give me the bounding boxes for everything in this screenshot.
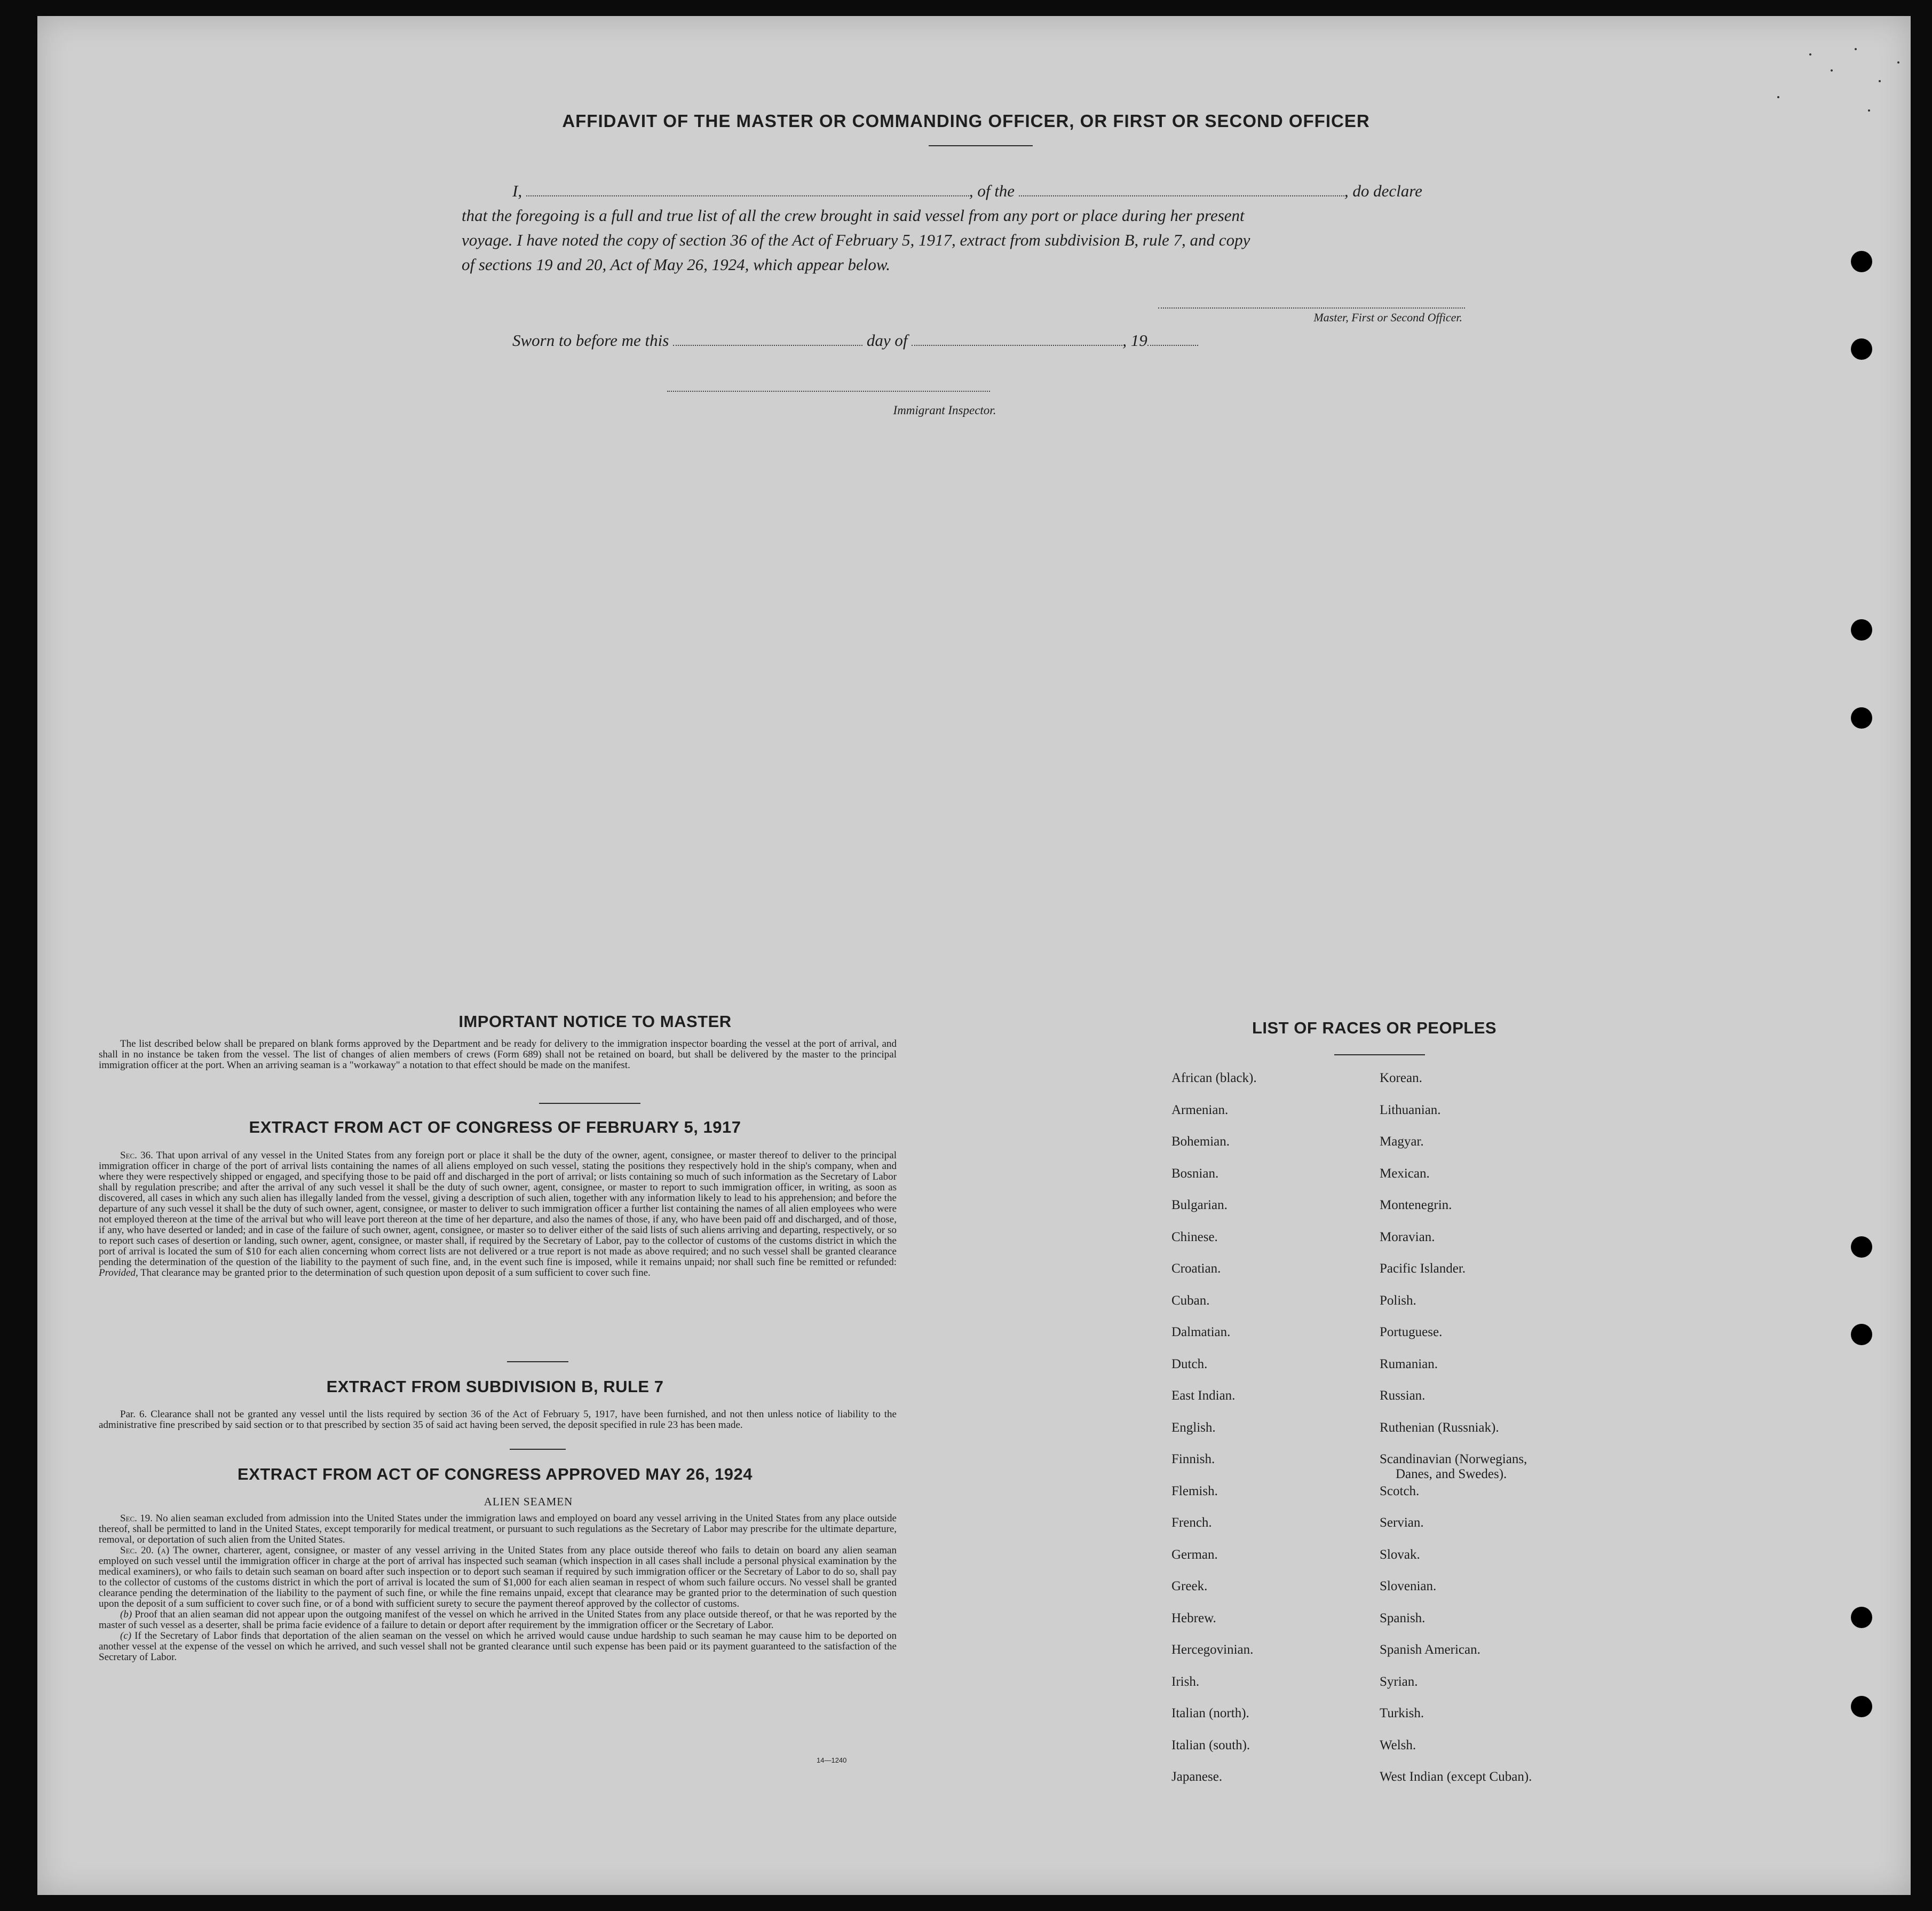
extract-1924-title: EXTRACT FROM ACT OF CONGRESS APPROVED MAY 26, 1924: [237, 1465, 753, 1483]
race-item: Lithuanian.: [1380, 1102, 1441, 1117]
notice-paragraph: The list described below shall be prepared on blank forms approved by the Department and be ready for delivery to the immigration inspector boarding the vessel at the port of arrival, and shall in no instance be taken from the vessel. The list of changes of alien members of crews (Form 689) shall not be retained on board, but shall be delivered by the master to the principal immigration officer at the port. When an arriving seaman is a "workaway" a notation to that effect should be made on the manifest.: [99, 1038, 897, 1071]
sec-20c-label: (c): [120, 1630, 132, 1641]
sec-36-label: Sec. 36.: [120, 1150, 153, 1161]
extract-rule7-body: [99, 1409, 897, 1431]
year-blank[interactable]: [1147, 345, 1198, 346]
declaration-line-3: voyage. I have noted the copy of section 36 of the Act of February 5, 1917, extract from subdivision B, rule 7, and copy: [462, 231, 1250, 249]
race-item: Portuguese.: [1380, 1325, 1443, 1339]
binder-hole: [1851, 1236, 1872, 1258]
sworn-line: [512, 331, 1198, 350]
notice-body: [99, 1039, 897, 1071]
race-item: Hercegovinian.: [1171, 1642, 1254, 1657]
extract-1917-title: EXTRACT FROM ACT OF CONGRESS OF FEBRUARY 5, 1917: [249, 1118, 741, 1136]
declaration-of-the: , of the: [969, 181, 1015, 200]
races-title: LIST OF RACES OR PEOPLES: [1252, 1018, 1497, 1037]
sec-20a-text: The owner, charterer, agent, consignee, or master of any vessel arriving in the United States from any place outside thereof who fails to detain on board any alien seaman employed on such vessel until the immigration officer in charge at the port of arrival has inspected such seaman (which inspection in all cases shall include a personal physical examination by the medical examiners), or who fails to detain such seaman on board after such inspection or to deport such seaman if required by such immigration officer or the Secretary of Labor to do so, shall pay to the collector of customs of the customs district in which the port of arrival is located the sum of $1,000 for each alien seaman in respect of whom such failure occurs. No vessel shall be granted clearance pending the determination of the liability to the payment of such fine, or while the fine remains unpaid, except that clearance may be granted prior to the determination of such question upon the deposit of a sum sufficient to cover such fine, or of a bond with sufficient surety to secure the payment thereof approved by the collector of customs.: [99, 1545, 897, 1609]
binder-hole: [1851, 338, 1872, 360]
notice-title: IMPORTANT NOTICE TO MASTER: [458, 1012, 732, 1031]
race-item: Mexican.: [1380, 1166, 1430, 1181]
section-divider: [510, 1449, 566, 1450]
race-item: Bohemian.: [1171, 1134, 1230, 1149]
race-item: Scotch.: [1380, 1483, 1420, 1498]
race-item: Finnish.: [1171, 1452, 1215, 1466]
alien-seamen-subtitle: ALIEN SEAMEN: [484, 1495, 573, 1508]
sec-36-text: That upon arrival of any vessel in the United States from any foreign port or place it shall be the duty of the owner, agent, consignee, or master thereof to deliver to the principal immigration officer in charge of the port of arrival lists containing the names of all aliens employed on such vessel, stating the positions they respectively hold in the ship's company, when and where they were respectively shipped or engaged, and specifying those to be paid off and discharged in the port of arrival; or lists containing so much of such information as the Secretary of Labor shall by regulation prescribe; and after the arrival of any such vessel it shall be the duty of such owner, agent, consignee, or master to report to such immigration officer, in writing, as soon as discovered, all cases in which any such alien has illegally landed from the vessel, giving a description of such alien, together with any information likely to lead to his apprehension; and before the departure of any such vessel it shall be the duty of such owner, agent, consignee, or master to deliver to such immigration officer a further list containing the names of all alien employees who were not employed thereon at the time of the arrival but who will leave port thereon at the time of her departure, and also the names of those, if any, who have been paid off and discharged, and of those, if any, who have deserted or landed; and in case of the failure of such owner, agent, consignee, or master so to deliver either of the said lists of such aliens arriving and departing, respectively, or so to report such cases of desertion or landing, such owner, agent, consignee, or master shall, if required by the Secretary of Labor, pay to the collector of customs of the customs district in which the port of arrival is located the sum of $10 for each alien concerning whom correct lists are not delivered or a true report is not made as above required; and no such vessel shall be granted clearance pending the determination of the question of the liability to the payment of such fine, and, in the event such fine is imposed, while it remains unpaid; nor shall such fine be remitted or refunded:: [99, 1150, 897, 1268]
race-item: Korean.: [1380, 1071, 1422, 1085]
inspector-signature-blank[interactable]: [667, 391, 990, 392]
race-item: Greek.: [1171, 1579, 1208, 1593]
race-item: Polish.: [1380, 1293, 1416, 1308]
race-item: Irish.: [1171, 1674, 1200, 1689]
sec-20b-label: (b): [120, 1609, 132, 1620]
declaration-line-2: that the foregoing is a full and true list of all the crew brought in said vessel from any port or place during her present: [462, 206, 1245, 225]
race-item: Ruthenian (Russniak).: [1380, 1420, 1499, 1435]
race-item: Moravian.: [1380, 1229, 1435, 1244]
race-item: Servian.: [1380, 1515, 1424, 1530]
race-item: Magyar.: [1380, 1134, 1424, 1149]
race-item: Pacific Islander.: [1380, 1261, 1466, 1276]
speck: [1879, 80, 1881, 82]
day-of-label: day of: [866, 331, 908, 350]
binder-hole: [1851, 251, 1872, 272]
vessel-blank[interactable]: [1019, 195, 1344, 196]
extract-rule7-title: EXTRACT FROM SUBDIVISION B, RULE 7: [326, 1377, 664, 1396]
speck: [1831, 69, 1833, 72]
race-item: Dalmatian.: [1171, 1325, 1231, 1339]
extract-1924-body: [99, 1513, 897, 1663]
race-item: Croatian.: [1171, 1261, 1221, 1276]
section-divider: [507, 1361, 568, 1362]
form-number: 14—1240: [817, 1756, 847, 1764]
sec-20c-text: If the Secretary of Labor finds that deportation of the alien seaman on the vessel on which he arrived would cause undue hardship to such seaman he may cause him to be deported on another vessel at the expense of the vessel on which he arrived, and such vessel shall not be granted clearance until such expense has been paid or its payment guaranteed to the satisfaction of the Secretary of Labor.: [99, 1630, 897, 1663]
declaration-line-4: of sections 19 and 20, Act of May 26, 1924, which appear below.: [462, 255, 891, 274]
race-item: Italian (south).: [1171, 1738, 1250, 1752]
race-item: West Indian (except Cuban).: [1380, 1770, 1532, 1784]
race-item: Spanish.: [1380, 1610, 1426, 1625]
race-item: Slovak.: [1380, 1547, 1420, 1562]
declaration-do-declare: , do declare: [1344, 181, 1422, 200]
sec-20b-text: Proof that an alien seaman did not appear upon the outgoing manifest of the vessel on which he arrived in the United States from any place outside thereof, or that he was reported by the master of such vessel as a deserter, shall be prima facie evidence of a failure to detain or deport after requirement by the immigration officer or the Secretary of Labor.: [99, 1609, 897, 1631]
race-item-continuation: Danes, and Swedes).: [1396, 1467, 1507, 1481]
race-item: Turkish.: [1380, 1706, 1424, 1720]
race-item: Welsh.: [1380, 1738, 1416, 1752]
signature-blank[interactable]: [1158, 307, 1465, 309]
race-item: Rumanian.: [1380, 1356, 1438, 1371]
declaration-i: I,: [512, 181, 522, 200]
day-blank[interactable]: [673, 345, 862, 346]
race-item: Chinese.: [1171, 1229, 1218, 1244]
binder-hole: [1851, 707, 1872, 729]
binder-hole: [1851, 619, 1872, 641]
sec-20-label: Sec. 20. (a): [120, 1545, 170, 1556]
race-item: Spanish American.: [1380, 1642, 1480, 1657]
race-item: Italian (north).: [1171, 1706, 1249, 1720]
race-item: Bosnian.: [1171, 1166, 1219, 1181]
rule7-paragraph: Par. 6. Clearance shall not be granted any vessel until the lists required by section 36 of the Act of February 5, 1917, have been furnished, and not then unless notice of liability to the administrative fine prescribed by said section or to that prescribed by section 35 of said act having been served, the deposit specified in rule 23 has been made.: [99, 1409, 897, 1431]
race-item: Flemish.: [1171, 1483, 1218, 1498]
sec-19-text: No alien seaman excluded from admission into the United States under the immigration laws and employed on board any vessel arriving in the United States from any place outside thereof, shall be permitted to land in the United States, except temporarily for medical treatment, or pursuant to such regulations as the Secretary of Labor may prescribe for the ultimate departure, removal, or deportation of such alien from the United States.: [99, 1513, 897, 1545]
section-divider: [539, 1103, 640, 1104]
affidavit-title: AFFIDAVIT OF THE MASTER OR COMMANDING OFFICER, OR FIRST OR SECOND OFFICER: [562, 111, 1370, 131]
race-item: Russian.: [1380, 1388, 1426, 1403]
month-blank[interactable]: [912, 345, 1122, 346]
race-item: Hebrew.: [1171, 1610, 1216, 1625]
declaration-text: [462, 179, 1502, 277]
extract-1917-body: [99, 1150, 897, 1278]
year-label: , 19: [1122, 331, 1147, 350]
race-item: Bulgarian.: [1171, 1198, 1228, 1212]
binder-hole: [1851, 1696, 1872, 1717]
provided-text: That clearance may be granted prior to the determination of such question upon deposit of a sum sufficient to cover such fine.: [140, 1267, 651, 1278]
speck: [1809, 53, 1811, 56]
race-item: Montenegrin.: [1380, 1198, 1452, 1212]
race-item: French.: [1171, 1515, 1212, 1530]
races-divider: [1334, 1054, 1425, 1055]
inspector-caption: Immigrant Inspector.: [893, 404, 996, 417]
sec-19-label: Sec. 19.: [120, 1513, 153, 1524]
sworn-label: Sworn to before me this: [512, 331, 669, 350]
race-item: German.: [1171, 1547, 1218, 1562]
race-item: Armenian.: [1171, 1102, 1229, 1117]
name-blank[interactable]: [526, 195, 969, 196]
race-item: Dutch.: [1171, 1356, 1208, 1371]
speck: [1855, 48, 1857, 50]
title-divider: [929, 145, 1033, 146]
race-item: Scandinavian (Norwegians,: [1380, 1452, 1527, 1466]
provided-label: Provided,: [99, 1267, 138, 1278]
speck: [1777, 96, 1779, 98]
race-item: East Indian.: [1171, 1388, 1236, 1403]
binder-hole: [1851, 1324, 1872, 1345]
race-item: Syrian.: [1380, 1674, 1418, 1689]
race-item: Cuban.: [1171, 1293, 1210, 1308]
signature-caption: Master, First or Second Officer.: [1313, 311, 1462, 324]
race-item: English.: [1171, 1420, 1216, 1435]
speck: [1897, 61, 1899, 64]
race-item: Japanese.: [1171, 1770, 1223, 1784]
race-item: African (black).: [1171, 1071, 1257, 1085]
binder-hole: [1851, 1607, 1872, 1628]
race-item: Slovenian.: [1380, 1579, 1437, 1593]
